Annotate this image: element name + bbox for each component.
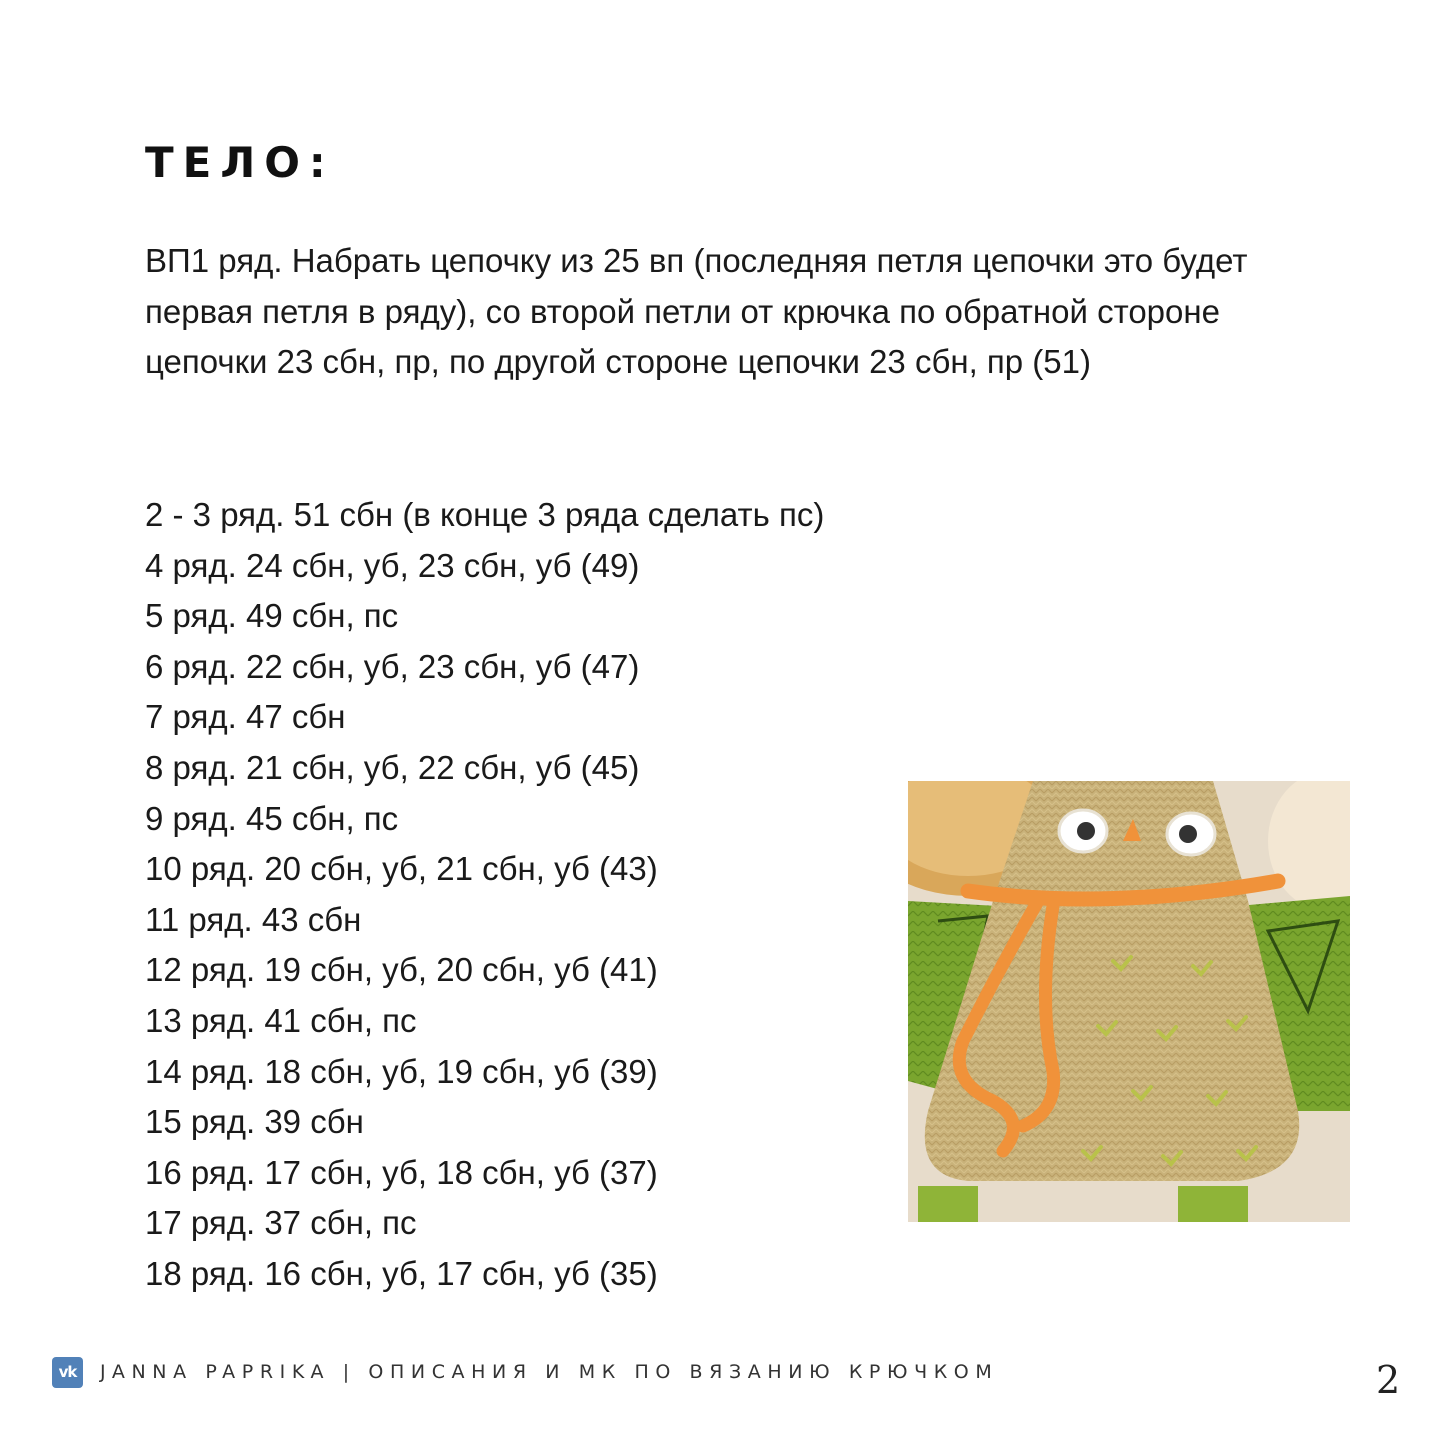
list-item: 7 ряд. 47 сбн: [145, 698, 346, 736]
list-item: 6 ряд. 22 сбн, уб, 23 сбн, уб (47): [145, 647, 640, 685]
list-item: 16 ряд. 17 сбн, уб, 18 сбн, уб (37): [145, 1153, 658, 1191]
list-item: 13 ряд. 41 сбн, пс: [145, 1001, 417, 1039]
list-item: 18 ряд. 16 сбн, уб, 17 сбн, уб (35): [145, 1254, 658, 1292]
list-item: 12 ряд. 19 сбн, уб, 20 сбн, уб (41): [145, 951, 658, 989]
intro-paragraph: ВП1 ряд. Набрать цепочку из 25 вп (последняя петля цепочки это будет первая петля в ряду), со второй петли от крючка по обратной стороне цепочки 23 сбн, пр, по другой стороне цепочки 23 сбн, пр (51): [145, 242, 1248, 380]
vk-icon[interactable]: vk: [52, 1357, 83, 1388]
list-item: 4 ряд. 24 сбн, уб, 23 сбн, уб (49): [145, 546, 640, 584]
list-item: 10 ряд. 20 сбн, уб, 21 сбн, уб (43): [145, 850, 658, 888]
owl-photo: [908, 781, 1350, 1222]
list-item: 8 ряд. 21 сбн, уб, 22 сбн, уб (45): [145, 748, 640, 786]
list-item: 9 ряд. 45 сбн, пс: [145, 799, 399, 837]
footer: [52, 1356, 998, 1388]
footer-text: JANNA PAPRIKA | ОПИСАНИЯ И МК ПО ВЯЗАНИЮ КРЮЧКОМ: [100, 1361, 999, 1383]
list-item: 2 - 3 ряд. 51 сбн (в конце 3 ряда сделать пс): [145, 496, 825, 533]
list-item: 5 ряд. 49 сбн, пс: [145, 597, 399, 635]
list-item: 14 ряд. 18 сбн, уб, 19 сбн, уб (39): [145, 1052, 658, 1090]
row-list: [145, 490, 905, 1300]
list-item: 17 ряд. 37 сбн, пс: [145, 1204, 417, 1242]
page-number: 2: [1376, 1358, 1401, 1402]
section-title: ТЕЛО:: [145, 138, 335, 187]
list-item: 15 ряд. 39 сбн: [145, 1103, 364, 1141]
list-item: 11 ряд. 43 сбн: [145, 900, 362, 938]
